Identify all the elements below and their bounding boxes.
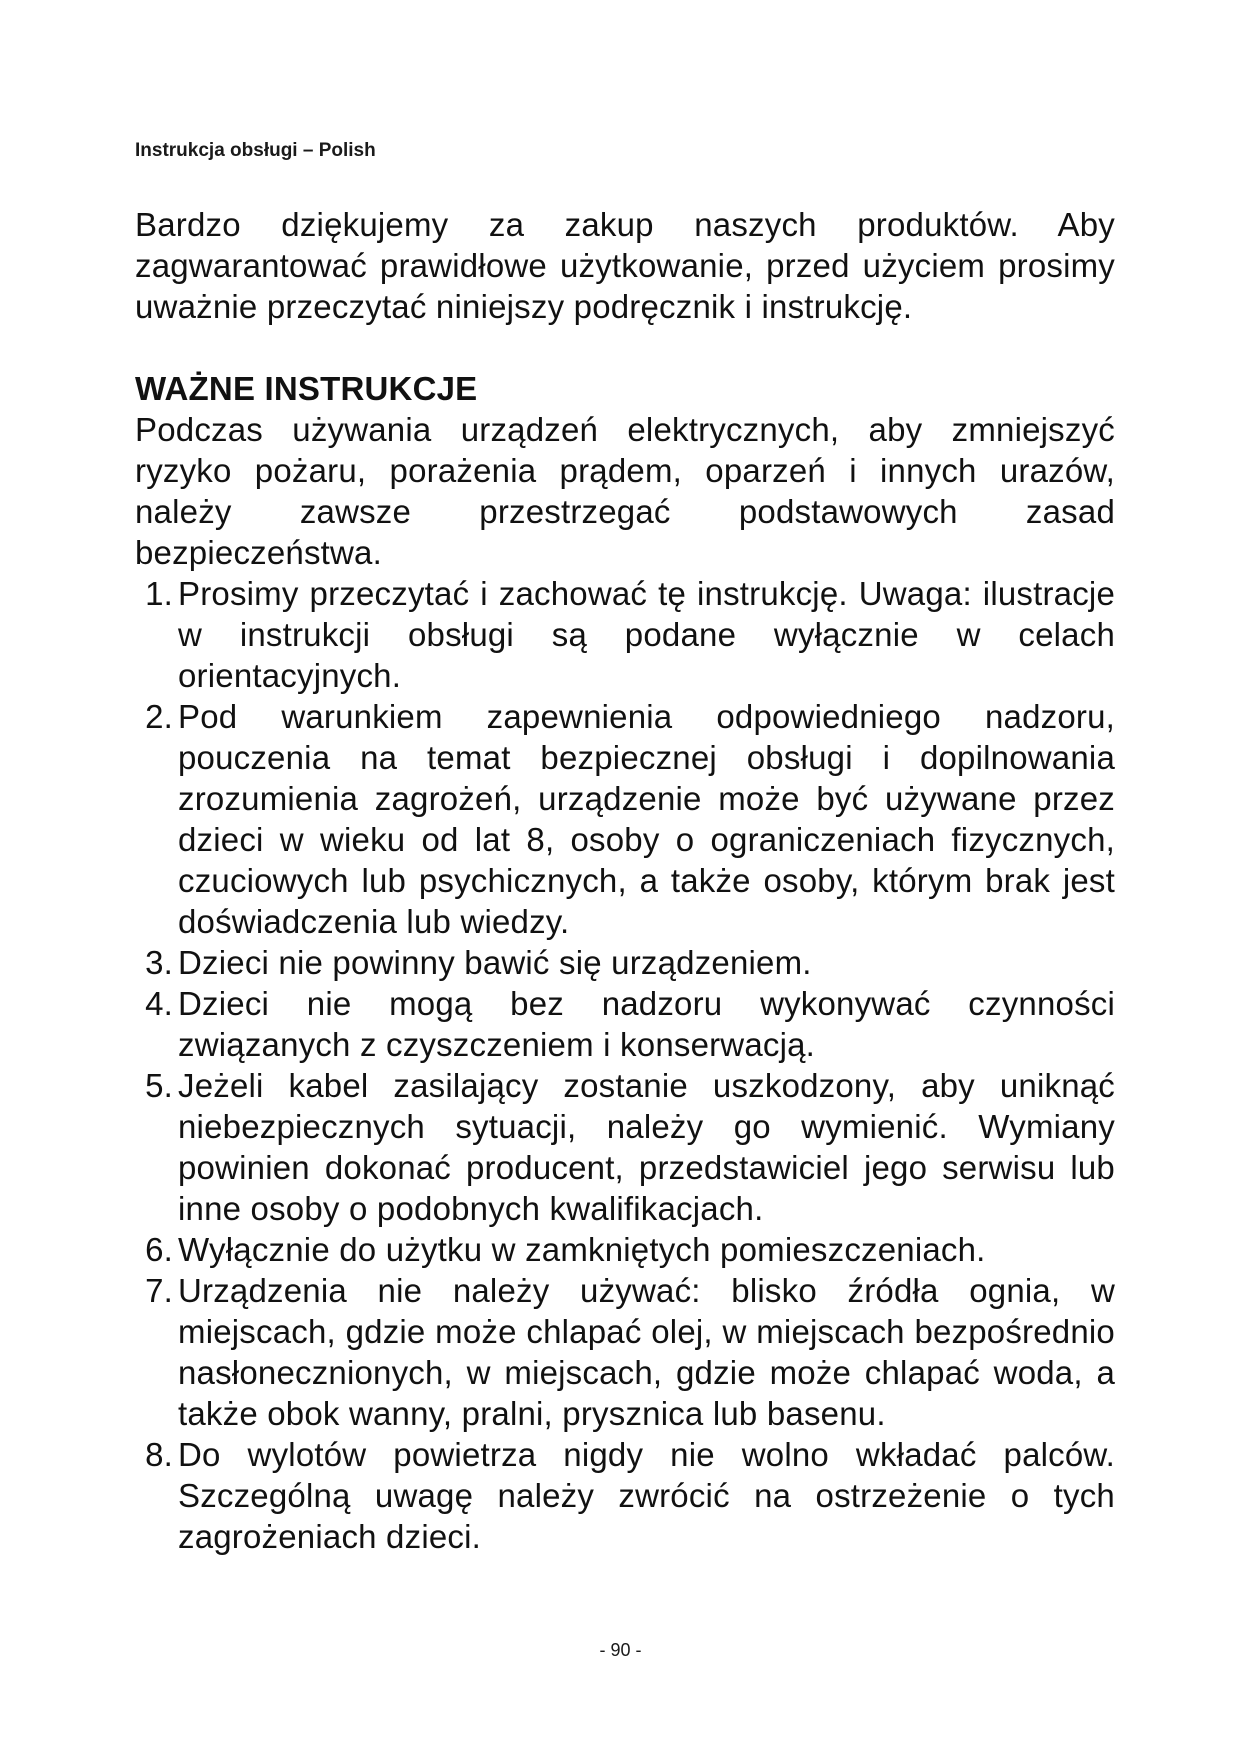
page-number: - 90 - — [599, 1640, 642, 1660]
list-item — [135, 696, 1115, 942]
list-item-number: 7. — [145, 1272, 173, 1309]
list-item-text: Pod warunkiem zapewnienia odpowiedniego nadzoru, pouczenia na temat bezpiecznej obsługi i dopilnowania zrozumienia zagrożeń, urządzenie może być używane przez dzieci w wieku od lat 8, osoby o ograniczeniach fizycznych, czuciowych lub psychicznych, a także osoby, którym brak jest doświadczenia lub wiedzy. — [178, 698, 1115, 940]
list-item — [135, 1270, 1115, 1434]
list-item-number: 5. — [145, 1067, 173, 1104]
section-heading: WAŻNE INSTRUKCJE — [135, 370, 478, 407]
list-item — [135, 1065, 1115, 1229]
list-item-text: Do wylotów powietrza nigdy nie wolno wkładać palców. Szczególną uwagę należy zwrócić na ostrzeżenie o tych zagrożeniach dzieci. — [178, 1436, 1115, 1555]
list-item — [135, 1434, 1115, 1557]
list-item-text: Jeżeli kabel zasilający zostanie uszkodzony, aby uniknąć niebezpiecznych sytuacji, należy go wymienić. Wymiany powinien dokonać producent, przedstawiciel jego serwisu lub inne osoby o podobnych kwalifikacjach. — [178, 1067, 1115, 1227]
list-item-number: 1. — [145, 575, 173, 612]
list-item-text: Dzieci nie mogą bez nadzoru wykonywać czynności związanych z czyszczeniem i konserwacją. — [178, 985, 1115, 1063]
list-item-number: 8. — [145, 1436, 173, 1473]
list-item — [135, 573, 1115, 696]
list-item-text: Wyłącznie do użytku w zamkniętych pomieszczeniach. — [178, 1231, 986, 1268]
section-lead-paragraph: Podczas używania urządzeń elektrycznych, aby zmniejszyć ryzyko pożaru, porażenia prądem, oparzeń i innych urazów, należy zawsze przestrzegać podstawowych zasad bezpieczeństwa. — [135, 411, 1115, 571]
list-item-text: Dzieci nie powinny bawić się urządzeniem. — [178, 944, 812, 981]
instruction-list — [135, 573, 1115, 1557]
page-header: Instrukcja obsługi – Polish — [135, 140, 376, 161]
list-item — [135, 942, 1115, 983]
list-item-number: 3. — [145, 944, 173, 981]
list-item-number: 4. — [145, 985, 173, 1022]
list-item-number: 6. — [145, 1231, 173, 1268]
list-item — [135, 1229, 1115, 1270]
list-item — [135, 983, 1115, 1065]
page-content — [135, 204, 1115, 1557]
list-item-number: 2. — [145, 698, 173, 735]
list-item-text: Urządzenia nie należy używać: blisko źródła ognia, w miejscach, gdzie może chlapać olej, w miejscach bezpośrednio nasłonecznionych, w miejscach, gdzie może chlapać woda, a także obok wanny, pralni, prysznica lub basenu. — [178, 1272, 1115, 1432]
intro-paragraph: Bardzo dziękujemy za zakup naszych produktów. Aby zagwarantować prawidłowe użytkowanie, przed użyciem prosimy uważnie przeczytać niniejszy podręcznik i instrukcję. — [135, 206, 1115, 325]
list-item-text: Prosimy przeczytać i zachować tę instrukcję. Uwaga: ilustracje w instrukcji obsługi są podane wyłącznie w celach orientacyjnych. — [178, 575, 1115, 694]
